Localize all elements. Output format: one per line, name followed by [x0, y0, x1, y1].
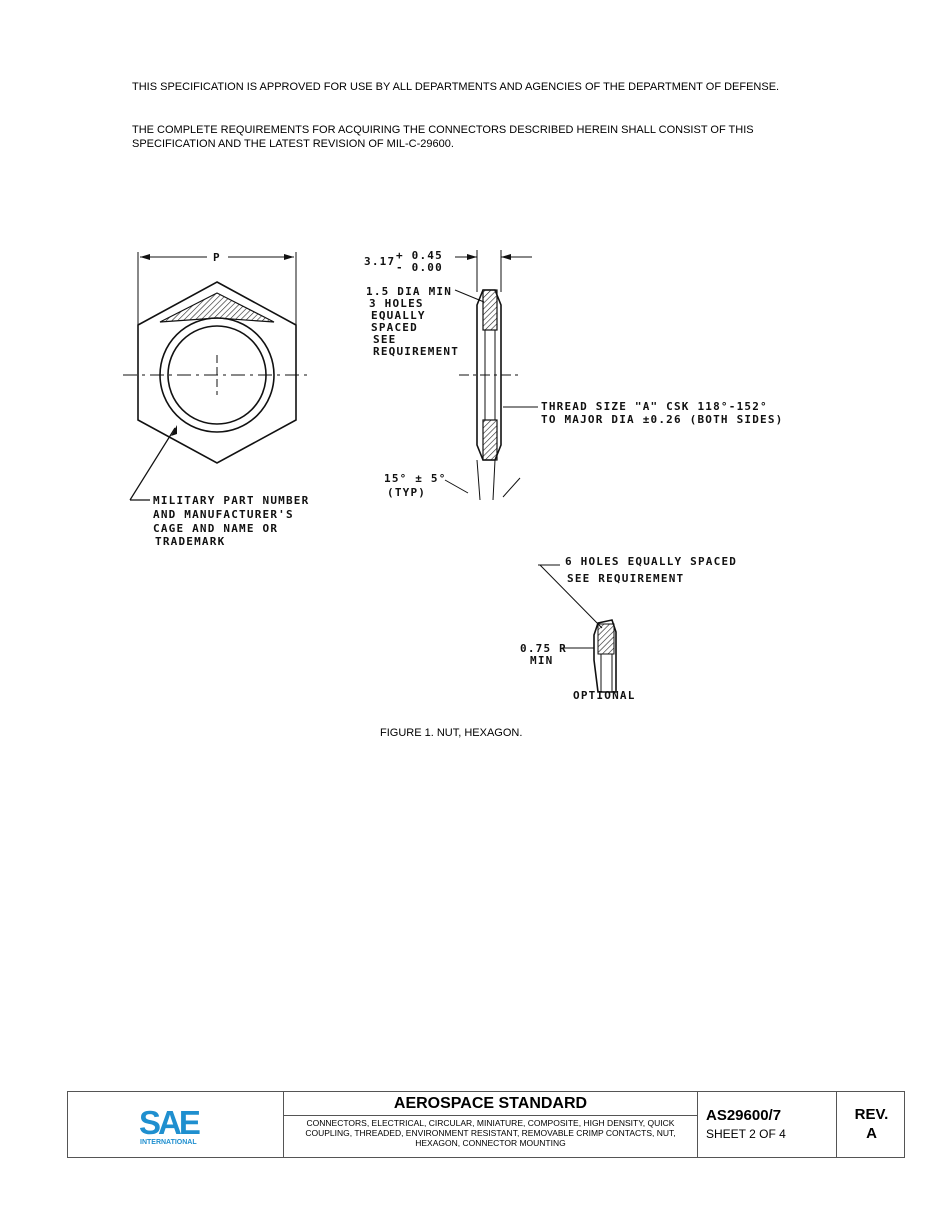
optional-holes-note-line: 6 HOLES EQUALLY SPACED	[565, 555, 738, 568]
approval-statement: THIS SPECIFICATION IS APPROVED FOR USE BY ALL DEPARTMENTS AND AGENCIES OF THE DEPARTMENT OF DEFENSE.	[132, 81, 780, 93]
sae-logo	[139, 1104, 205, 1146]
title-cell	[284, 1092, 698, 1157]
standard-type: AEROSPACE STANDARD	[284, 1092, 697, 1116]
title-block	[67, 1091, 905, 1158]
thickness-nominal: 3.17	[364, 255, 396, 268]
marking-note-line: MILITARY PART NUMBER	[153, 494, 310, 507]
marking-note-line: CAGE AND NAME OR	[153, 522, 279, 535]
holes-note-line: 1.5 DIA MIN	[366, 285, 453, 298]
thread-note-line: TO MAJOR DIA ±0.26 (BOTH SIDES)	[541, 413, 784, 426]
angle-note-line: (TYP)	[387, 486, 427, 499]
holes-note-line: EQUALLY	[371, 309, 426, 322]
requirements-statement: THE COMPLETE REQUIREMENTS FOR ACQUIRING THE CONNECTORS DESCRIBED HEREIN SHALL CONSIST OF THIS SPECIFICATION AND THE LATEST REVISION OF MIL-C-29600.	[132, 124, 754, 150]
revision-label: REV.	[854, 1106, 889, 1123]
holes-note-line: REQUIREMENT	[373, 345, 460, 358]
marking-note-line: TRADEMARK	[155, 535, 226, 548]
revision-value: A	[866, 1125, 877, 1142]
thickness-minus: - 0.00	[396, 261, 443, 274]
thickness-plus: + 0.45	[396, 249, 443, 262]
radius-note-line: 0.75 R	[520, 642, 567, 655]
optional-holes-note-line: SEE REQUIREMENT	[567, 572, 685, 585]
standard-description: CONNECTORS, ELECTRICAL, CIRCULAR, MINIATURE, COMPOSITE, HIGH DENSITY, QUICK COUPLING, THREADED, ENVIRONMENT RESISTANT, REMOVABLE CRIMP CONTACTS, NUT, HEXAGON, CONNECTOR MOUNTING	[305, 1118, 676, 1148]
document-number-cell	[698, 1092, 837, 1157]
thread-note-line: THREAD SIZE "A" CSK 118°-152°	[541, 400, 768, 413]
revision-cell	[837, 1092, 906, 1157]
sheet-number: SHEET 2 OF 4	[706, 1127, 786, 1141]
sae-logo-text: SAE	[139, 1104, 198, 1141]
holes-note-line: SPACED	[371, 321, 418, 334]
logo-cell	[68, 1092, 284, 1157]
holes-note-line: SEE	[373, 333, 397, 346]
figure-caption: FIGURE 1. NUT, HEXAGON.	[380, 727, 523, 739]
optional-label: OPTIONAL	[573, 689, 636, 702]
dim-p-label: P	[213, 251, 221, 264]
holes-note-line: 3 HOLES	[369, 297, 424, 310]
document-number: AS29600/7	[706, 1107, 782, 1124]
sae-logo-subtext: INTERNATIONAL	[140, 1139, 197, 1146]
angle-note-line: 15° ± 5°	[384, 472, 447, 485]
radius-note-line: MIN	[530, 654, 554, 667]
marking-note-line: AND MANUFACTURER'S	[153, 508, 294, 521]
